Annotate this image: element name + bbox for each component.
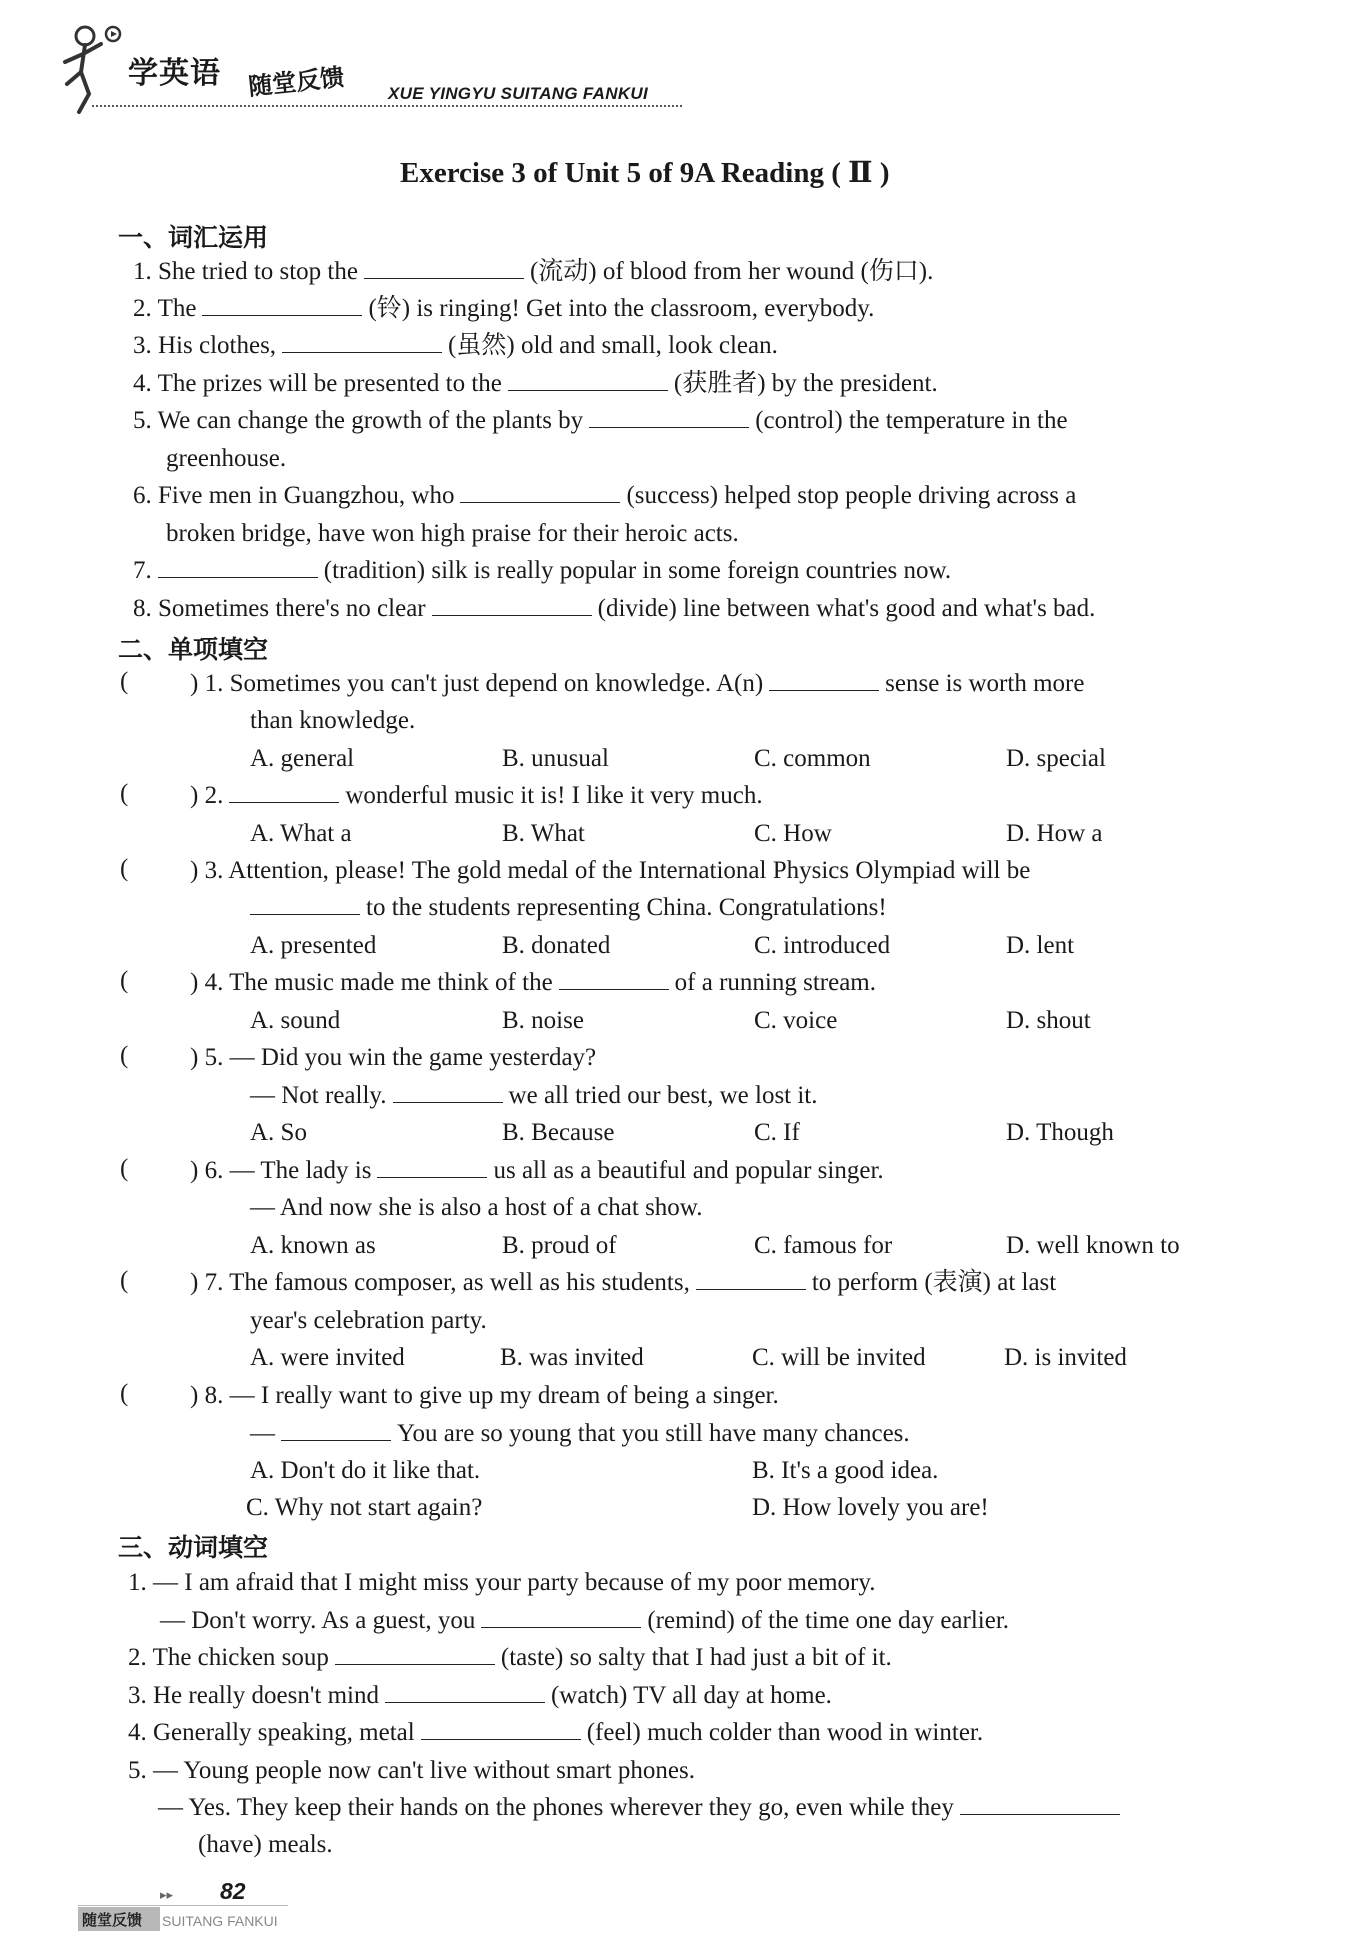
item-text: The chicken soup: [152, 1644, 329, 1671]
item-text: (watch) TV all day at home.: [550, 1682, 832, 1709]
answer-blank[interactable]: [769, 668, 879, 691]
item-number: ) 3.: [190, 857, 224, 884]
item-text: The famous composer, as well as his students,: [229, 1269, 690, 1296]
item-text: The: [157, 295, 197, 322]
option-a[interactable]: A. known as: [250, 1232, 376, 1259]
answer-blank[interactable]: [460, 480, 620, 503]
option-b[interactable]: B. It's a good idea.: [752, 1457, 939, 1484]
option-d[interactable]: D. special: [1006, 745, 1106, 772]
answer-blank[interactable]: [335, 1642, 495, 1665]
option-a[interactable]: A. So: [250, 1119, 307, 1146]
item-text: — Don't worry. As a guest, you: [160, 1607, 476, 1634]
item-text: Five men in Guangzhou, who: [158, 482, 455, 509]
option-c[interactable]: C. introduced: [754, 932, 891, 959]
item-text: (获胜者) by the president.: [673, 370, 938, 397]
item-text: (divide) line between what's good and what's bad.: [597, 595, 1096, 622]
answer-paren[interactable]: (: [120, 967, 129, 994]
answer-paren[interactable]: (: [120, 780, 129, 807]
item-text: of a running stream.: [674, 969, 877, 996]
option-c[interactable]: C. will be invited: [752, 1344, 926, 1371]
option-c[interactable]: C. How: [754, 820, 832, 847]
item-text: (remind) of the time one day earlier.: [647, 1607, 1010, 1634]
item-text: we all tried our best, we lost it.: [508, 1082, 818, 1109]
item-text: Sometimes there's no clear: [158, 595, 426, 622]
item-number: 2.: [133, 295, 152, 322]
item-text: (feel) much colder than wood in winter.: [586, 1719, 984, 1746]
item-text: (success) helped stop people driving across a: [626, 482, 1077, 509]
item-text: You are so young that you still have many chances.: [397, 1420, 910, 1447]
answer-paren[interactable]: (: [120, 1380, 129, 1407]
item-text: — The lady is: [229, 1157, 372, 1184]
vocab-item-4: [133, 368, 938, 400]
item-number: 5.: [128, 1757, 147, 1784]
header-logo-icon: [55, 22, 125, 117]
item-number: 3.: [133, 332, 152, 359]
mc-question-5: [190, 1042, 596, 1074]
item-text: (taste) so salty that I had just a bit of it.: [500, 1644, 892, 1671]
page-title: Exercise 3 of Unit 5 of 9A Reading ( Ⅱ ): [400, 157, 890, 189]
item-text: wonderful music it is! I like it very much.: [345, 782, 763, 809]
vocab-item-5-cont: greenhouse.: [166, 445, 287, 472]
answer-blank[interactable]: [385, 1680, 545, 1703]
option-b[interactable]: B. What: [502, 820, 585, 847]
option-d[interactable]: D. is invited: [1004, 1344, 1127, 1371]
option-b[interactable]: B. unusual: [502, 745, 609, 772]
option-b[interactable]: B. Because: [502, 1119, 615, 1146]
vocab-item-3: [133, 330, 778, 362]
item-text: (tradition) silk is really popular in some foreign countries now.: [323, 557, 952, 584]
item-text: Generally speaking, metal: [153, 1719, 415, 1746]
answer-blank[interactable]: [229, 780, 339, 803]
option-a[interactable]: A. Don't do it like that.: [250, 1457, 481, 1484]
item-number: ) 6.: [190, 1157, 224, 1184]
item-text: The prizes will be presented to the: [157, 370, 502, 397]
verb-item-2: [128, 1642, 892, 1674]
answer-blank[interactable]: [696, 1267, 806, 1290]
option-b[interactable]: B. noise: [502, 1007, 584, 1034]
answer-blank[interactable]: [377, 1155, 487, 1178]
option-a[interactable]: A. general: [250, 745, 355, 772]
section-heading-vocab: 一、词汇运用: [118, 223, 269, 252]
verb-item-5-line3: (have) meals.: [198, 1831, 333, 1858]
footer-divider: [78, 1905, 288, 1906]
mc-question-7: [190, 1267, 1056, 1299]
item-text: — I am afraid that I might miss your party because of my poor memory.: [153, 1569, 876, 1596]
answer-blank[interactable]: [508, 368, 668, 391]
verb-item-5: [128, 1755, 695, 1787]
item-number: 1.: [133, 258, 152, 285]
header-subtitle: 随堂反馈: [247, 63, 346, 101]
item-text: sense is worth more: [885, 670, 1085, 697]
answer-blank[interactable]: [432, 593, 592, 616]
answer-blank[interactable]: [281, 1418, 391, 1441]
item-number: ) 4.: [190, 969, 224, 996]
item-number: 6.: [133, 482, 152, 509]
page-number: 82: [220, 1878, 246, 1904]
item-text: — Not really.: [250, 1082, 387, 1109]
answer-blank[interactable]: [158, 555, 318, 578]
item-number: 1.: [128, 1569, 147, 1596]
option-a[interactable]: A. were invited: [250, 1344, 405, 1371]
section-heading-mc: 二、单项填空: [118, 635, 269, 664]
verb-item-4: [128, 1717, 983, 1749]
option-a[interactable]: A. sound: [250, 1007, 341, 1034]
verb-item-3: [128, 1680, 832, 1712]
option-c[interactable]: C. common: [754, 745, 871, 772]
item-text: — I really want to give up my dream of being a singer.: [229, 1382, 779, 1409]
option-c[interactable]: C. famous for: [754, 1232, 893, 1259]
answer-blank[interactable]: [481, 1605, 641, 1628]
answer-blank[interactable]: [421, 1717, 581, 1740]
option-d[interactable]: D. lent: [1006, 932, 1075, 959]
answer-paren[interactable]: (: [120, 668, 129, 695]
option-b[interactable]: B. was invited: [500, 1344, 644, 1371]
item-text: (control) the temperature in the: [755, 407, 1068, 434]
item-text: We can change the growth of the plants by: [157, 407, 584, 434]
section-heading-verbs: 三、动词填空: [118, 1533, 269, 1562]
answer-blank[interactable]: [589, 405, 749, 428]
option-c[interactable]: C. If: [754, 1119, 800, 1146]
option-d[interactable]: D. well known to: [1006, 1232, 1180, 1259]
mc-question-8: [190, 1380, 779, 1412]
option-d[interactable]: D. Though: [1006, 1119, 1114, 1146]
option-c[interactable]: C. voice: [754, 1007, 838, 1034]
option-d[interactable]: D. How lovely you are!: [752, 1494, 989, 1521]
item-number: ) 5.: [190, 1044, 224, 1071]
arrow-icon: ▸▸: [160, 1888, 174, 1903]
item-text: to perform (表演) at last: [811, 1269, 1057, 1296]
mc-question-2: [190, 780, 763, 812]
mc-question-1: [190, 668, 1084, 700]
vocab-item-2: [133, 293, 874, 325]
vocab-item-7: [133, 555, 951, 587]
item-text: His clothes,: [158, 332, 277, 359]
item-text: (虽然) old and small, look clean.: [448, 332, 778, 359]
answer-blank[interactable]: [202, 293, 362, 316]
answer-paren[interactable]: (: [120, 855, 129, 882]
option-b[interactable]: B. proud of: [502, 1232, 617, 1259]
item-text: She tried to stop the: [158, 258, 358, 285]
option-a[interactable]: A. What a: [250, 820, 352, 847]
answer-blank[interactable]: [393, 1080, 503, 1103]
item-text: (铃) is ringing! Get into the classroom, everybody.: [368, 295, 875, 322]
mc-question-6: [190, 1155, 884, 1187]
item-number: ) 1.: [190, 670, 224, 697]
vocab-item-5: [133, 405, 1068, 437]
item-number: 7.: [133, 557, 152, 584]
mc-question-8-line2: [250, 1418, 910, 1450]
vocab-item-1: [133, 256, 933, 288]
item-number: 4.: [128, 1719, 147, 1746]
item-number: ) 8.: [190, 1382, 224, 1409]
item-number: 3.: [128, 1682, 147, 1709]
item-number: ) 2.: [190, 782, 224, 809]
verb-item-1: [128, 1567, 876, 1599]
mc-question-3-cont: [250, 892, 887, 924]
vocab-item-6: [133, 480, 1076, 512]
answer-blank[interactable]: [364, 256, 524, 279]
item-number: 2.: [128, 1644, 147, 1671]
footer-label-en: SUITANG FANKUI: [162, 1913, 278, 1929]
footer-label-cn: 随堂反馈: [82, 1911, 143, 1929]
header-divider: [92, 105, 682, 107]
answer-blank[interactable]: [559, 967, 669, 990]
answer-blank[interactable]: [282, 330, 442, 353]
item-text: — Young people now can't live without smart phones.: [153, 1757, 695, 1784]
answer-blank[interactable]: [250, 892, 360, 915]
mc-question-3: [190, 855, 1030, 887]
mc-question-5-line2: [250, 1080, 818, 1112]
verb-item-1-line2: [160, 1605, 1009, 1637]
answer-paren[interactable]: (: [120, 1267, 129, 1294]
option-a[interactable]: A. presented: [250, 932, 377, 959]
mc-question-7-cont: year's celebration party.: [250, 1307, 487, 1334]
mc-question-1-cont: than knowledge.: [250, 707, 416, 734]
item-text: — Yes. They keep their hands on the phones wherever they go, even while they: [158, 1794, 954, 1821]
mc-question-6-line2: — And now she is also a host of a chat show.: [250, 1194, 703, 1221]
option-d[interactable]: D. shout: [1006, 1007, 1091, 1034]
vocab-item-8: [133, 593, 1095, 625]
verb-item-5-line2: [158, 1792, 1126, 1824]
item-text: us all as a beautiful and popular singer.: [493, 1157, 884, 1184]
item-text: The music made me think of the: [229, 969, 553, 996]
item-text: Attention, please! The gold medal of the International Physics Olympiad will be: [228, 857, 1031, 884]
item-number: 8.: [133, 595, 152, 622]
option-b[interactable]: B. donated: [502, 932, 611, 959]
header-subtitle-en: XUE YINGYU SUITANG FANKUI: [388, 84, 649, 103]
item-text: to the students representing China. Congratulations!: [366, 894, 887, 921]
mc-question-4: [190, 967, 876, 999]
answer-paren[interactable]: (: [120, 1155, 129, 1182]
item-text: He really doesn't mind: [153, 1682, 379, 1709]
item-number: 4.: [133, 370, 152, 397]
option-c[interactable]: C. Why not start again?: [246, 1494, 483, 1521]
item-text: —: [250, 1420, 275, 1447]
answer-paren[interactable]: (: [120, 1042, 129, 1069]
vocab-item-6-cont: broken bridge, have won high praise for their heroic acts.: [166, 520, 739, 547]
option-d[interactable]: D. How a: [1006, 820, 1103, 847]
answer-blank[interactable]: [960, 1792, 1120, 1815]
item-text: (流动) of blood from her wound (伤口).: [529, 258, 934, 285]
item-text: — Did you win the game yesterday?: [229, 1044, 597, 1071]
header-title: 学英语: [128, 56, 221, 91]
item-number: ) 7.: [190, 1269, 224, 1296]
item-number: 5.: [133, 407, 152, 434]
item-text: Sometimes you can't just depend on knowledge. A(n): [229, 670, 764, 697]
